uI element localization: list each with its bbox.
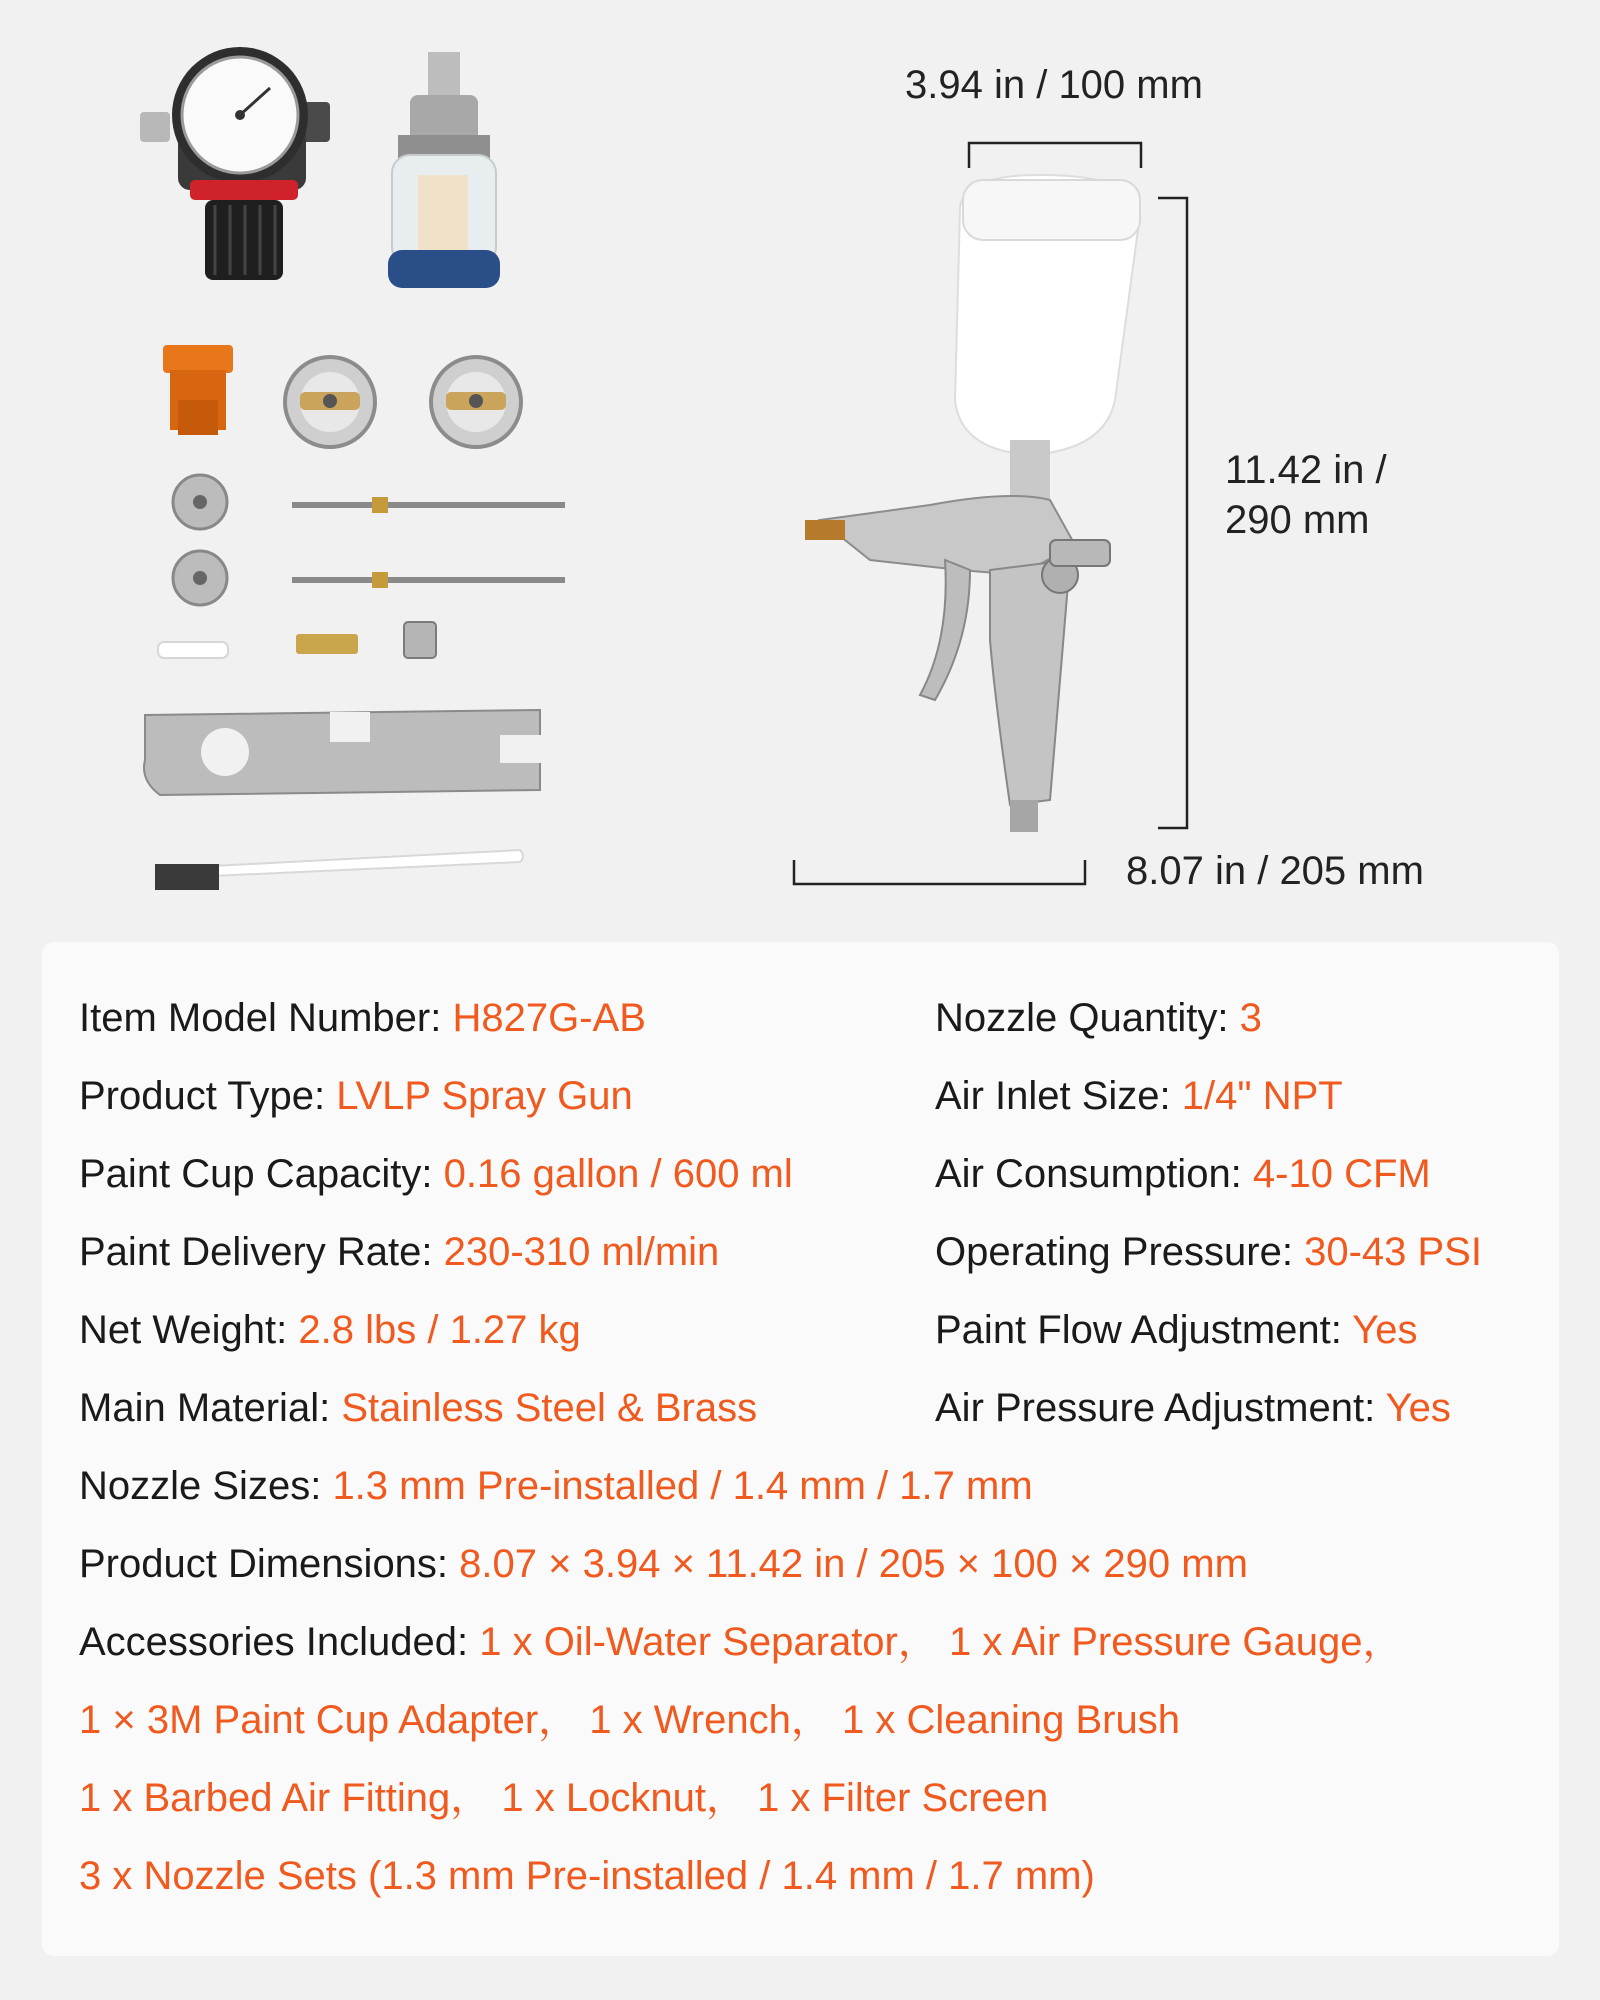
spec-air-consumption [935,1150,1431,1198]
spec-value: 0.16 gallon / 600 ml [443,1152,793,1196]
spec-main-material [79,1384,757,1432]
spec-label: Accessories Included: [79,1620,469,1664]
spec-label: Net Weight: [79,1308,288,1352]
spec-value: Yes [1385,1386,1451,1430]
spec-air-inlet-size [935,1072,1343,1120]
spec-value: 230-310 ml/min [443,1230,720,1274]
spec-nozzle-sizes [79,1462,1033,1510]
spec-label: Main Material: [79,1386,331,1430]
spec-paint-cup-capacity [79,1150,793,1198]
length-dimension-label: 8.07 in / 205 mm [1126,849,1424,893]
spec-product-type [79,1072,633,1120]
product-illustration-area [0,0,1600,930]
spec-label: Nozzle Quantity: [935,996,1229,1040]
spec-label: Air Pressure Adjustment: [935,1386,1376,1430]
spec-net-weight [79,1306,581,1354]
spec-label: Paint Delivery Rate: [79,1230,433,1274]
width-dimension-label: 3.94 in / 100 mm [905,63,1203,107]
spec-value: 4-10 CFM [1252,1152,1431,1196]
accessories-line-2: 1 × 3M Paint Cup Adapter， 1 x Wrench， 1 x Cleaning Brush [79,1698,1180,1742]
spec-label: Air Consumption: [935,1152,1242,1196]
spec-value: 1.3 mm Pre-installed / 1.4 mm / 1.7 mm [332,1464,1033,1508]
spec-value: 1/4" NPT [1181,1074,1343,1118]
spec-label: Item Model Number: [79,996,442,1040]
spec-value: 8.07 × 3.94 × 11.42 in / 205 × 100 × 290 mm [459,1542,1248,1586]
accessories-line-4: 3 x Nozzle Sets (1.3 mm Pre-installed / 1.4 mm / 1.7 mm) [79,1854,1095,1898]
spec-product-dimensions [79,1540,1248,1588]
spec-paint-flow-adjustment [935,1306,1418,1354]
spec-value: Yes [1352,1308,1418,1352]
spec-value: 1 x Oil-Water Separator， 1 x Air Pressure Gauge， [479,1620,1403,1664]
spec-air-pressure-adjustment [935,1384,1451,1432]
spec-value: 2.8 lbs / 1.27 kg [298,1308,581,1352]
spec-label: Paint Cup Capacity: [79,1152,433,1196]
height-dimension-label-line2: 290 mm [1225,498,1370,542]
spec-accessories-included [79,1618,1403,1666]
spec-nozzle-quantity [935,994,1262,1042]
spec-operating-pressure [935,1228,1482,1276]
spec-label: Product Type: [79,1074,326,1118]
accessories-line-3: 1 x Barbed Air Fitting， 1 x Locknut， 1 x Filter Screen [79,1776,1049,1820]
spec-item-model-number [79,994,646,1042]
spec-value: H827G-AB [452,996,646,1040]
spec-label: Paint Flow Adjustment: [935,1308,1342,1352]
spec-value: LVLP Spray Gun [336,1074,633,1118]
spec-value: Stainless Steel & Brass [341,1386,758,1430]
spec-label: Air Inlet Size: [935,1074,1171,1118]
spec-value: 30-43 PSI [1304,1230,1482,1274]
spec-label: Nozzle Sizes: [79,1464,322,1508]
spec-label: Product Dimensions: [79,1542,449,1586]
height-dimension-label-line1: 11.42 in / [1225,448,1387,492]
spec-value: 3 [1239,996,1262,1040]
spec-label: Operating Pressure: [935,1230,1293,1274]
spec-paint-delivery-rate [79,1228,719,1276]
specifications-card [42,942,1559,1956]
